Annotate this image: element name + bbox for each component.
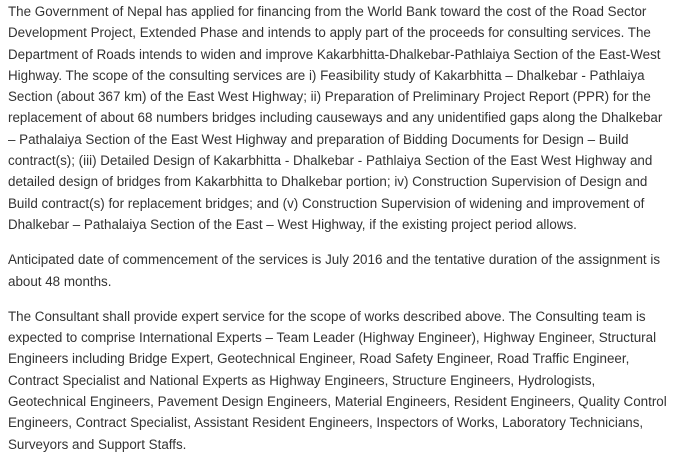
paragraph-consulting-team: The Consultant shall provide expert service for the scope of works described above. The Consulting team is expected to comprise International Experts – Team Leader (Highway Engineer), Highway Engineer, Structural Engineers including Bridge Expert, Geotechnical Engineer, Road Safety Engineer, Road Traffic Engineer, Contract Specialist and National Experts as Highway Engineers, Structure Engineers, Hydrologists, Geotechnical Engineers, Pavement Design Engineers, Material Engineers, Resident Engineers, Quality Control Engineers, Contract Specialist, Assistant Resident Engineers, Inspectors of Works, Laboratory Technicians, Surveyors and Support Staffs. bbox=[8, 308, 667, 452]
paragraph-project-scope: The Government of Nepal has applied for financing from the World Bank toward the cost of the Road Sector Development Project, Extended Phase and intends to apply part of the proceeds for consulting services. The Department of Roads intends to widen and improve Kakarbhitta-Dhalkebar-Pathlaiya Section of the East-West Highway. The scope of the consulting services are i) Feasibility study of Kakarbhitta – Dhalkebar - Pathlaiya Section (about 367 km) of the East West Highway; ii) Preparation of Preliminary Project Report (PPR) for the replacement of about 68 numbers bridges including causeways and any unidentified gaps along the Dhalkebar – Pathalaiya Section of the East West Highway and preparation of Bidding Documents for Design – Build contract(s); (iii) Detailed Design of Kakarbhitta - Dhalkebar - Pathlaiya Section of the East West Highway and detailed design of bridges from Kakarbhitta to Dhalkebar portion; iv) Construction Supervision of Design and Build contract(s) for replacement bridges; and (v) Construction Supervision of widening and improvement of Dhalkebar – Pathalaiya Section of the East – West Highway, if the existing project period allows. bbox=[8, 4, 663, 232]
paragraph-spacer bbox=[8, 292, 673, 306]
paragraph-commencement-date: Anticipated date of commencement of the services is July 2016 and the tentative duration of the assignment is about 48 months. bbox=[8, 252, 661, 289]
paragraph-spacer bbox=[8, 235, 673, 249]
